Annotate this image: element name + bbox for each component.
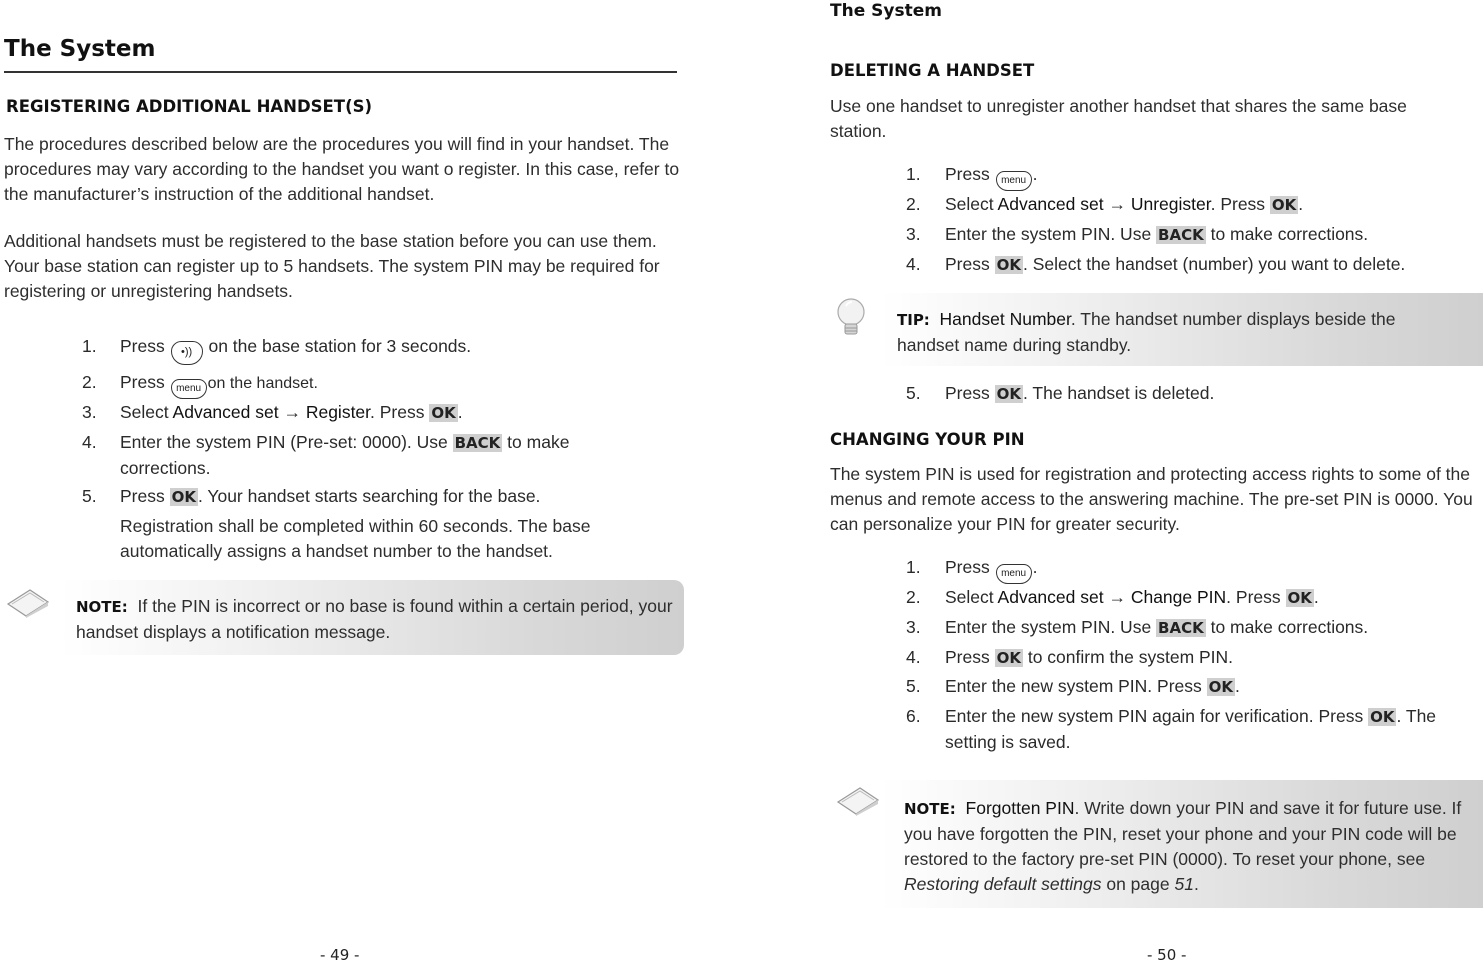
- menu-advanced-set: Advanced set: [997, 587, 1104, 607]
- step-text: corrections.: [120, 458, 211, 478]
- step-text: Press: [945, 647, 995, 667]
- register-step-3: [120, 400, 463, 426]
- key-back: BACK: [1158, 619, 1204, 637]
- step-text: to make: [502, 432, 570, 452]
- step-text: Select: [945, 587, 998, 607]
- arrow-icon: →: [1103, 194, 1131, 214]
- step-text: . The: [1396, 706, 1437, 726]
- step-text: . Your handset starts searching for the base.: [197, 486, 541, 506]
- tip-text: [897, 307, 1457, 358]
- step-text: Enter the system PIN (Pre-set: 0000). Use: [120, 432, 453, 452]
- page-reference[interactable]: 51: [1174, 874, 1194, 894]
- step-text: to make corrections.: [1205, 617, 1369, 637]
- step-text: Press: [945, 557, 995, 577]
- step-text: Press: [945, 254, 995, 274]
- page-number: - 50 -: [1147, 946, 1187, 964]
- register-step-4: [120, 430, 569, 481]
- page-number: - 49 -: [320, 946, 360, 964]
- step-number: 4.: [906, 254, 921, 274]
- pin-step-4: [945, 645, 1233, 671]
- title-rule: [4, 71, 677, 73]
- tip-title: Handset Number: [939, 309, 1071, 329]
- menu-advanced-set: Advanced set: [997, 194, 1104, 214]
- menu-button-icon: menu: [996, 564, 1032, 584]
- arrow-icon: →: [1103, 587, 1131, 607]
- note-icon: [4, 584, 52, 618]
- step-text: . The handset is deleted.: [1022, 383, 1215, 403]
- step-text: to confirm the system PIN.: [1022, 647, 1234, 667]
- pin-step-3: [945, 615, 1368, 641]
- note-body: .: [1193, 874, 1199, 894]
- tip-label: TIP:: [897, 311, 930, 329]
- step-number: 3.: [906, 224, 921, 244]
- step-text: . Press: [370, 402, 430, 422]
- delete-step-5: [945, 381, 1214, 407]
- tip-body: . The handset number displays beside the handset name during standby.: [897, 309, 1396, 355]
- note-body: If the PIN is incorrect or no base is found within a certain period, your handset displays a notification message.: [76, 596, 673, 642]
- note-label: NOTE:: [76, 598, 128, 616]
- paragraph-procedures: The procedures described below are the procedures you will find in your handset. The procedures may vary according to the handset you want o register. In this case, refer to the manufacturer’s instruction of the additional handset.: [4, 134, 680, 204]
- pin-step-6: [945, 704, 1436, 755]
- note-icon: [834, 782, 882, 816]
- step-text: Enter the system PIN. Use: [945, 224, 1157, 244]
- link-restoring-default-settings[interactable]: Restoring default settings: [904, 874, 1102, 894]
- step-text: Press: [945, 164, 995, 184]
- key-ok: OK: [431, 404, 456, 422]
- step-number: 3.: [906, 617, 921, 637]
- forgotten-pin-note: [904, 796, 1480, 897]
- delete-step-2: [945, 192, 1303, 218]
- section-title-delete: DELETING A HANDSET: [830, 61, 1035, 80]
- step-number: 3.: [82, 402, 97, 422]
- key-ok: OK: [1370, 708, 1395, 726]
- step-number: 2.: [906, 587, 921, 607]
- step-number: 5.: [906, 676, 921, 696]
- step-text: to make corrections.: [1205, 224, 1369, 244]
- delete-step-1: [945, 162, 1037, 191]
- key-back: BACK: [1158, 226, 1204, 244]
- key-ok: OK: [1208, 678, 1233, 696]
- step-text: .: [1298, 194, 1304, 214]
- step-number: 1.: [906, 557, 921, 577]
- step-number: 5.: [906, 383, 921, 403]
- running-header: The System: [830, 1, 942, 21]
- step-text: . Select the handset (number) you want to delete.: [1022, 254, 1406, 274]
- delete-step-4: [945, 252, 1405, 278]
- menu-button-icon: menu: [996, 171, 1032, 191]
- lightbulb-icon: [834, 296, 868, 342]
- register-step-1: [120, 334, 471, 365]
- paragraph-delete-intro: Use one handset to unregister another handset that shares the same base station.: [830, 96, 1407, 141]
- step-number: 1.: [82, 336, 97, 356]
- step-number: 4.: [906, 647, 921, 667]
- note-body: on page: [1101, 874, 1175, 894]
- step-text: Enter the new system PIN. Press: [945, 676, 1207, 696]
- page-title: The System: [4, 36, 156, 62]
- step-number: 2.: [82, 372, 97, 392]
- step-text: Select: [120, 402, 173, 422]
- register-step-2: [120, 370, 318, 399]
- step-text: . Press: [1226, 587, 1286, 607]
- step-text: Press: [945, 383, 995, 403]
- note-text: [76, 594, 676, 645]
- section-title-register: REGISTERING ADDITIONAL HANDSET(S): [6, 97, 373, 116]
- step-text: .: [457, 402, 463, 422]
- key-ok: OK: [1287, 589, 1312, 607]
- pin-step-1: [945, 555, 1037, 584]
- register-step-5-detail: Registration shall be completed within 60 seconds. The base automatically assigns a handset number to the handset.: [120, 516, 591, 561]
- step-text: Enter the new system PIN again for verification. Press: [945, 706, 1369, 726]
- note-title: Forgotten PIN: [965, 798, 1075, 818]
- step-text: Select: [945, 194, 998, 214]
- step-number: 1.: [906, 164, 921, 184]
- step-text: . Press: [1210, 194, 1270, 214]
- step-number: 5.: [82, 486, 97, 506]
- step-text: on the handset.: [207, 375, 318, 392]
- menu-advanced-set: Advanced set: [172, 402, 279, 422]
- menu-unregister: Unregister: [1130, 194, 1211, 214]
- step-text: Press: [120, 372, 170, 392]
- step-text: .: [1313, 587, 1319, 607]
- step-text: on the base station for 3 seconds.: [203, 336, 472, 356]
- step-text: Enter the system PIN. Use: [945, 617, 1157, 637]
- key-ok: OK: [171, 488, 196, 506]
- note-label: NOTE:: [904, 800, 956, 818]
- key-back: BACK: [454, 434, 501, 452]
- key-ok: OK: [996, 385, 1021, 403]
- step-text: setting is saved.: [945, 732, 1071, 752]
- step-text: Press: [120, 336, 170, 356]
- page-button-icon: •)): [171, 341, 203, 365]
- menu-button-icon: menu: [171, 379, 207, 399]
- paragraph-additional: Additional handsets must be registered to the base station before you can use them. Your base station can register up to 5 handsets. The system PIN may be required for registering or unregistering handsets.: [4, 231, 660, 301]
- step-text: .: [1032, 164, 1038, 184]
- pin-step-2: [945, 585, 1319, 611]
- section-title-change-pin: CHANGING YOUR PIN: [830, 430, 1025, 449]
- register-step-5: [120, 484, 540, 510]
- delete-step-3: [945, 222, 1368, 248]
- pin-step-5: [945, 674, 1240, 700]
- step-number: 6.: [906, 706, 921, 726]
- step-number: 4.: [82, 432, 97, 452]
- key-ok: OK: [996, 649, 1021, 667]
- menu-change-pin: Change PIN: [1130, 587, 1227, 607]
- paragraph-pin-intro: The system PIN is used for registration and protecting access rights to some of the menus and remote access to the answering machine. The pre-set PIN is 0000. You can personalize your PIN for greater security.: [830, 464, 1473, 534]
- step-text: Press: [120, 486, 170, 506]
- step-text: .: [1235, 676, 1240, 696]
- step-number: 2.: [906, 194, 921, 214]
- arrow-icon: →: [278, 402, 306, 422]
- step-text: .: [1032, 557, 1038, 577]
- note-body: . Write down your PIN and save it for future use. If you have forgotten the PIN, reset your phone and your PIN code will be restored to the factory pre-set PIN (0000). To reset your phone, see: [904, 798, 1462, 869]
- key-ok: OK: [996, 256, 1021, 274]
- key-ok: OK: [1271, 196, 1297, 214]
- menu-register: Register: [305, 402, 371, 422]
